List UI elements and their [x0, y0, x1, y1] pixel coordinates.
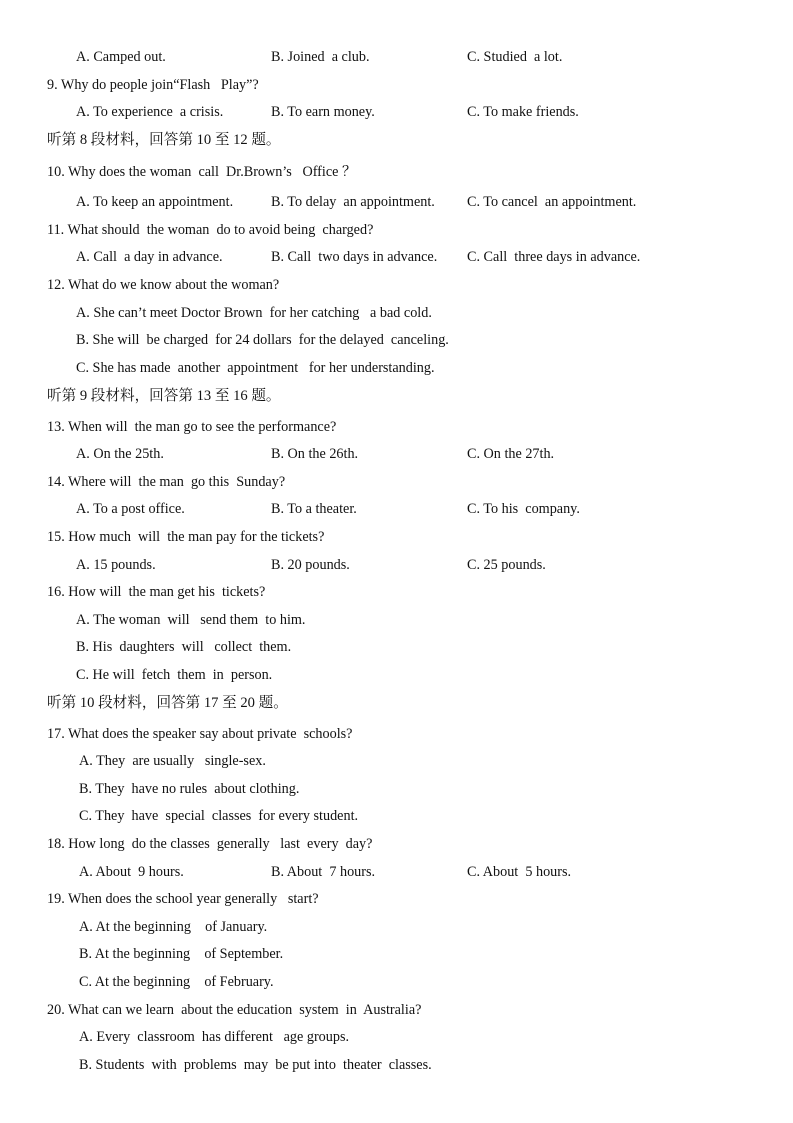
q14-option-a: A. To a post office.	[76, 501, 185, 517]
q15-options-row	[0, 554, 793, 576]
q9-question: 9. Why do people join“Flash Play”?	[47, 77, 259, 93]
q15-option-c: C. 25 pounds.	[467, 557, 546, 573]
q17-option-a: A. They are usually single-sex.	[79, 753, 266, 769]
q12-option-c: C. She has made another appointment for her understanding.	[76, 360, 435, 376]
q16-question: 16. How will the man get his tickets?	[47, 584, 266, 600]
q12-option-a-row	[0, 302, 793, 324]
q9-options-row	[0, 101, 793, 123]
q18-option-a: A. About 9 hours.	[79, 864, 184, 880]
q20-option-a-row	[0, 1026, 793, 1048]
q18-option-b: B. About 7 hours.	[271, 864, 376, 880]
q8-option-b: B. Joined a club.	[271, 49, 370, 65]
q12-option-b: B. She will be charged for 24 dollars for the delayed canceling.	[76, 332, 449, 348]
q16-option-a: A. The woman will send them to him.	[76, 612, 306, 628]
q13-option-a: A. On the 25th.	[76, 446, 164, 462]
q19-question: 19. When does the school year generally start?	[47, 891, 319, 907]
q11-option-b: B. Call two days in advance.	[271, 249, 438, 265]
q18-question: 18. How long do the classes generally last every day?	[47, 836, 373, 852]
q18-option-c: C. About 5 hours.	[467, 864, 572, 880]
q20-question: 20. What can we learn about the education system in Australia?	[47, 1002, 422, 1018]
q19-option-c: C. At the beginning of February.	[79, 974, 274, 990]
q13-options-row	[0, 443, 793, 465]
q9-option-b: B. To earn money.	[271, 104, 375, 120]
q9-option-c: C. To make friends.	[467, 104, 579, 120]
q12-option-c-row	[0, 357, 793, 379]
q19-option-c-row	[0, 971, 793, 993]
q12-option-b-row	[0, 329, 793, 351]
q8-option-c: C. Studied a lot.	[467, 49, 563, 65]
q10-option-b: B. To delay an appointment.	[271, 194, 435, 210]
q20-option-a: A. Every classroom has different age groups.	[79, 1029, 350, 1045]
section-10-heading: 听第 10 段材料，回答第 17 至 20 题。	[47, 695, 288, 711]
q19-option-b: B. At the beginning of September.	[79, 946, 284, 962]
q11-question: 11. What should the woman do to avoid being charged?	[47, 222, 374, 238]
section-9-heading: 听第 9 段材料，回答第 13 至 16 题。	[47, 388, 281, 404]
q8-option-a: A. Camped out.	[76, 49, 166, 65]
q11-option-a: A. Call a day in advance.	[76, 249, 223, 265]
q19-option-b-row	[0, 943, 793, 965]
q12-question: 12. What do we know about the woman?	[47, 277, 280, 293]
q19-option-a: A. At the beginning of January.	[79, 919, 268, 935]
q17-option-a-row	[0, 750, 793, 772]
q12-option-a: A. She can’t meet Doctor Brown for her catching a bad cold.	[76, 305, 432, 321]
q8-options-row	[0, 46, 793, 68]
q18-options-row	[0, 861, 793, 883]
section-8-heading: 听第 8 段材料，回答第 10 至 12 题。	[47, 132, 281, 148]
q13-option-c: C. On the 27th.	[467, 446, 555, 462]
q15-question: 15. How much will the man pay for the tickets?	[47, 529, 325, 545]
q14-option-b: B. To a theater.	[271, 501, 357, 517]
q20-option-b-row	[0, 1054, 793, 1076]
q16-option-b-row	[0, 636, 793, 658]
q10-question: 10. Why does the woman call Dr.Brown’s Office ？	[47, 164, 357, 180]
q16-option-c-row	[0, 664, 793, 686]
q17-option-b: B. They have no rules about clothing.	[79, 781, 300, 797]
q14-options-row	[0, 498, 793, 520]
q15-option-a: A. 15 pounds.	[76, 557, 156, 573]
q17-option-c-row	[0, 805, 793, 827]
q14-question: 14. Where will the man go this Sunday?	[47, 474, 286, 490]
q17-question: 17. What does the speaker say about private schools?	[47, 726, 353, 742]
q15-option-b: B. 20 pounds.	[271, 557, 350, 573]
q14-option-c: C. To his company.	[467, 501, 580, 517]
q13-option-b: B. On the 26th.	[271, 446, 359, 462]
q10-options-row	[0, 191, 793, 213]
q11-option-c: C. Call three days in advance.	[467, 249, 641, 265]
q20-option-b: B. Students with problems may be put into theater classes.	[79, 1057, 432, 1073]
q16-option-a-row	[0, 609, 793, 631]
q19-option-a-row	[0, 916, 793, 938]
q10-option-c: C. To cancel an appointment.	[467, 194, 637, 210]
q16-option-b: B. His daughters will collect them.	[76, 639, 292, 655]
q11-options-row	[0, 246, 793, 268]
q9-option-a: A. To experience a crisis.	[76, 104, 224, 120]
q10-option-a: A. To keep an appointment.	[76, 194, 234, 210]
q17-option-b-row	[0, 778, 793, 800]
q13-question: 13. When will the man go to see the performance?	[47, 419, 337, 435]
q16-option-c: C. He will fetch them in person.	[76, 667, 273, 683]
q17-option-c: C. They have special classes for every student.	[79, 808, 359, 824]
